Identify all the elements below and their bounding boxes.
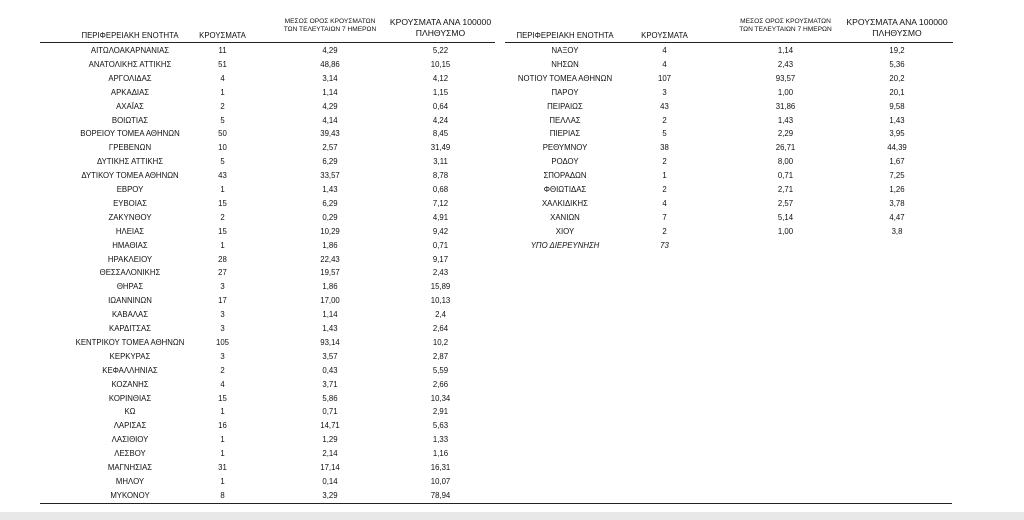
cell-per100k: 78,94 [430,490,451,500]
cell-avg: 1,43 [322,185,338,194]
cell-cases: 4 [220,379,225,389]
cell-region: ΦΘΙΩΤΙΔΑΣ [543,185,587,194]
table-row [40,266,495,280]
cell-cases: 2 [662,185,667,194]
table-row [40,141,495,155]
header-divider [505,42,953,43]
cell-region: ΡΕΘΥΜΝΟΥ [542,143,588,153]
cell-cases: 5 [220,115,225,125]
cell-cases: 43 [660,101,669,111]
cell-cases: 43 [218,171,227,181]
cell-cases: 3 [220,310,225,320]
cell-per100k: 3,11 [433,157,448,167]
cell-avg: 2,43 [777,59,794,69]
cell-region: ΧΙΟΥ [555,226,575,236]
table-row [40,127,495,141]
table-row [40,322,495,336]
cell-avg: 0,43 [322,365,338,375]
cell-cases: 7 [662,212,667,222]
table-row [505,72,953,86]
cell-cases: 8 [220,490,225,500]
table-row [40,405,495,419]
cell-per100k: 44,39 [887,143,907,153]
cell-cases: 1 [220,449,225,459]
cell-avg: 4,14 [322,115,338,125]
cell-cases: 5 [220,157,225,167]
cell-per100k: 10,2 [432,337,449,347]
cell-per100k: 10,34 [430,393,451,403]
cell-per100k: 1,67 [889,157,905,167]
cell-avg: 1,00 [777,226,794,236]
cell-per100k: 7,25 [889,171,905,181]
cell-cases: 15 [218,226,227,236]
cell-region: ΚΑΒΑΛΑΣ [111,310,149,320]
cell-avg: 3,14 [322,73,338,83]
table-row [40,433,495,447]
table-row [40,447,495,461]
cell-cases: 4 [662,59,667,69]
cell-avg: 0,71 [777,171,794,181]
header-cases: ΚΡΟΥΣΜΑΤΑ [641,31,688,40]
table-row [505,141,953,155]
table-row [40,350,495,364]
cell-avg: 5,14 [777,212,794,222]
cell-cases: 1 [220,87,225,97]
cell-per100k: 31,49 [430,143,451,153]
cell-cases: 107 [657,73,671,83]
cell-avg: 19,57 [320,268,340,278]
cell-avg: 1,43 [777,115,794,125]
cell-avg: 48,86 [320,59,340,69]
cell-region: ΗΡΑΚΛΕΙΟΥ [107,254,153,264]
table-row [40,253,495,267]
table-row [505,169,953,183]
cell-region: ΙΩΑΝΝΙΝΩΝ [108,296,152,306]
cell-cases: 28 [218,254,227,264]
table-row [40,183,495,197]
cell-cases: 3 [662,87,667,97]
table-row [505,100,953,114]
cell-avg: 93,57 [775,73,796,83]
cell-cases: 2 [220,101,225,111]
cell-cases: 3 [220,324,225,333]
cell-cases: 11 [218,46,227,55]
cell-per100k: 9,42 [432,226,449,236]
cell-avg: 1,29 [322,435,338,445]
cell-per100k: 2,43 [432,268,449,278]
cell-region: ΧΑΛΚΙΔΙΚΗΣ [541,198,588,208]
cell-region: ΖΑΚΥΝΘΟΥ [108,212,152,222]
cell-cases: 1 [220,435,225,445]
right-table [505,0,953,250]
cell-per100k: 3,95 [889,129,905,139]
cell-region: ΚΕΡΚΥΡΑΣ [109,351,151,361]
cell-region: ΚΑΡΔΙΤΣΑΣ [109,324,151,333]
page-bottom-strip [0,512,1024,520]
cell-cases: 4 [662,198,667,208]
cell-region: ΒΟΙΩΤΙΑΣ [111,115,149,125]
cell-region: ΚΕΝΤΡΙΚΟΥ ΤΟΜΕΑ ΑΘΗΝΩΝ [75,337,185,347]
cell-cases: 2 [220,212,225,222]
cell-per100k: 7,12 [432,198,449,208]
cell-cases: 1 [220,407,225,417]
cell-cases: 73 [660,240,669,250]
cell-per100k: 1,26 [889,185,905,194]
cell-region: ΗΛΕΙΑΣ [115,226,145,236]
table-row [40,197,495,211]
cell-avg: 2,57 [322,143,338,153]
cell-region: ΛΑΣΙΘΙΟΥ [111,435,149,445]
cell-region: ΑΝΑΤΟΛΙΚΗΣ ΑΤΤΙΚΗΣ [88,59,172,69]
cell-avg: 1,00 [777,87,794,97]
cell-region: ΥΠΟ ΔΙΕΡΕΥΝΗΣΗ [530,240,600,250]
cell-avg: 3,71 [322,379,338,389]
cell-cases: 38 [660,143,669,153]
cell-avg: 22,43 [320,254,340,264]
cell-per100k: 5,36 [889,59,905,69]
cell-avg: 4,29 [322,101,338,111]
table-row [40,308,495,322]
header-per100k-line2: ΠΛΗΘΥΣΜΟ [872,27,922,38]
cell-per100k: 2,64 [432,324,449,333]
investigation-row [505,239,953,253]
cell-avg: 0,29 [322,212,338,222]
cell-region: ΠΕΛΛΑΣ [549,115,581,125]
table-row [40,239,495,253]
cell-region: ΧΑΝΙΩΝ [550,212,580,222]
cell-per100k: 3,78 [889,198,905,208]
cell-region: ΝΟΤΙΟΥ ΤΟΜΕΑ ΑΘΗΝΩΝ [517,73,613,83]
header-per100k-line1: ΚΡΟΥΣΜΑΤΑ ΑΝΑ 100000 [846,17,948,27]
cell-cases: 50 [218,129,227,139]
cell-avg: 1,14 [322,310,338,320]
cell-region: ΛΑΡΙΣΑΣ [113,421,147,431]
table-row [40,419,495,433]
cell-region: ΑΡΚΑΔΙΑΣ [110,87,150,97]
cell-avg: 1,14 [777,46,794,55]
cell-avg: 14,71 [320,421,340,431]
cell-avg: 93,14 [320,337,340,347]
cell-region: ΒΟΡΕΙΟΥ ΤΟΜΕΑ ΑΘΗΝΩΝ [80,129,180,139]
cell-cases: 31 [218,463,227,472]
cell-per100k: 1,16 [432,449,449,459]
table-row [505,155,953,169]
table-row [505,114,953,128]
cell-avg: 2,57 [777,198,794,208]
cell-region: ΑΡΓΟΛΙΔΑΣ [108,73,152,83]
cell-avg: 2,14 [322,449,338,459]
table-row [505,197,953,211]
table-row [40,225,495,239]
cell-per100k: 19,2 [889,46,905,55]
cell-cases: 1 [220,476,225,486]
cell-cases: 2 [662,115,667,125]
cell-region: ΕΥΒΟΙΑΣ [113,198,147,208]
cell-region: ΜΑΓΝΗΣΙΑΣ [107,463,153,472]
cell-region: ΚΟΡΙΝΘΙΑΣ [108,393,152,403]
cell-region: ΚΩ [124,407,136,417]
table-row [505,127,953,141]
table-row [40,86,495,100]
cell-per100k: 10,07 [430,476,451,486]
table-row [40,489,495,503]
table-row [40,280,495,294]
cell-per100k: 3,8 [891,226,903,236]
cell-per100k: 5,22 [432,46,449,55]
header-per100k-line1: ΚΡΟΥΣΜΑΤΑ ΑΝΑ 100000 [389,17,492,27]
table-row [40,72,495,86]
cell-per100k: 1,33 [432,435,449,445]
table-bottom-divider [40,503,952,504]
cell-per100k: 20,1 [889,87,905,97]
header-avg-line2: ΤΩΝ ΤΕΛΕΥΤΑΙΩΝ 7 ΗΜΕΡΩΝ [283,26,377,34]
cell-per100k: 4,12 [432,73,449,83]
table-row [40,44,495,58]
cell-per100k: 9,58 [889,101,905,111]
header-per100k [388,17,493,38]
cell-avg: 2,29 [777,129,794,139]
cell-region: ΝΑΞΟΥ [551,46,579,55]
header-divider [40,42,495,43]
cell-per100k: 8,78 [432,171,449,181]
cell-region: ΑΧΑΪΑΣ [116,101,144,111]
cell-avg: 1,86 [322,240,338,250]
table-row [505,58,953,72]
cell-cases: 2 [662,157,667,167]
cell-per100k: 10,13 [430,296,451,306]
cell-per100k: 2,87 [432,351,449,361]
left-table [40,0,495,505]
table-row [40,461,495,475]
table-row [40,378,495,392]
cell-region: ΔΥΤΙΚΟΥ ΤΟΜΕΑ ΑΘΗΝΩΝ [81,171,179,181]
cell-region: ΝΗΣΩΝ [551,59,579,69]
cell-avg: 2,71 [777,185,794,194]
cell-avg: 3,29 [322,490,338,500]
header-per100k [843,17,951,38]
cell-per100k: 4,91 [432,212,449,222]
table-row [40,114,495,128]
header-avg-line1: ΜΕΣΟΣ ΟΡΟΣ ΚΡΟΥΣΜΑΤΩΝ [284,18,376,25]
table-row [505,225,953,239]
cell-per100k: 16,31 [430,463,451,472]
cell-region: ΠΙΕΡΙΑΣ [549,129,581,139]
cell-cases: 1 [220,240,225,250]
cell-region: ΘΕΣΣΑΛΟΝΙΚΗΣ [99,268,161,278]
cell-region: ΑΙΤΩΛΟΑΚΑΡΝΑΝΙΑΣ [90,46,170,55]
cell-per100k: 0,71 [432,240,449,250]
header-avg [275,18,385,34]
table-row [40,169,495,183]
cell-per100k: 5,59 [432,365,449,375]
header-cases: ΚΡΟΥΣΜΑΤΑ [199,31,246,40]
cell-cases: 15 [218,198,227,208]
cell-avg: 8,00 [777,157,794,167]
cell-cases: 1 [220,185,225,194]
cell-region: ΡΟΔΟΥ [551,157,579,167]
cell-cases: 3 [220,282,225,292]
table-row [40,58,495,72]
cell-per100k: 2,91 [432,407,449,417]
right-table-header [505,0,953,42]
cell-avg: 6,29 [322,198,338,208]
cell-region: ΗΜΑΘΙΑΣ [112,240,148,250]
cell-avg: 4,29 [322,46,338,55]
cell-avg: 0,14 [322,476,338,486]
cell-per100k: 1,15 [432,87,449,97]
cell-cases: 16 [218,421,227,431]
cell-cases: 3 [220,351,225,361]
cell-per100k: 4,47 [889,212,905,222]
cell-region: ΛΕΣΒΟΥ [114,449,146,459]
cell-per100k: 8,45 [432,129,449,139]
cell-avg: 31,86 [775,101,796,111]
cell-cases: 17 [218,296,227,306]
cell-per100k: 4,24 [432,115,449,125]
cell-cases: 4 [662,46,667,55]
table-row [40,294,495,308]
header-avg-line1: ΜΕΣΟΣ ΟΡΟΣ ΚΡΟΥΣΜΑΤΩΝ [740,18,831,25]
cell-cases: 51 [218,59,227,69]
cell-avg: 0,71 [322,407,338,417]
table-row [40,392,495,406]
table-row [505,183,953,197]
cell-region: ΠΑΡΟΥ [551,87,579,97]
cell-region: ΚΕΦΑΛΛΗΝΙΑΣ [102,365,158,375]
cell-avg: 17,14 [320,463,340,472]
cell-region: ΓΡΕΒΕΝΩΝ [108,143,152,153]
cell-per100k: 9,17 [432,254,449,264]
cell-cases: 1 [662,171,667,181]
cell-avg: 5,86 [322,393,338,403]
table-row [40,211,495,225]
cell-avg: 26,71 [775,143,796,153]
cell-per100k: 0,68 [432,185,449,194]
cell-avg: 33,57 [320,171,340,181]
cell-avg: 3,57 [322,351,338,361]
header-region: ΠΕΡΙΦΕΡΕΙΑΚΗ ΕΝΟΤΗΤΑ [81,31,179,40]
header-region: ΠΕΡΙΦΕΡΕΙΑΚΗ ΕΝΟΤΗΤΑ [516,31,614,40]
cell-avg: 10,29 [320,226,340,236]
table-row [40,336,495,350]
table-row [40,475,495,489]
cell-per100k: 20,2 [889,73,905,83]
cell-per100k: 10,15 [430,59,451,69]
table-row [505,86,953,100]
cell-per100k: 0,64 [432,101,449,111]
cell-per100k: 1,43 [889,115,905,125]
header-per100k-line2: ΠΛΗΘΥΣΜΟ [415,27,466,38]
cell-per100k: 15,89 [430,282,451,292]
cell-cases: 5 [662,129,667,139]
cell-avg: 1,43 [322,324,338,333]
cell-cases: 27 [218,268,227,278]
cell-region: ΜΥΚΟΝΟΥ [110,490,150,500]
cell-region: ΕΒΡΟΥ [116,185,144,194]
cell-cases: 2 [662,226,667,236]
cell-avg: 1,86 [322,282,338,292]
table-row [505,44,953,58]
cell-avg: 17,00 [320,296,340,306]
left-table-header [40,0,495,42]
cell-region: ΣΠΟΡΑΔΩΝ [543,171,587,181]
cell-per100k: 2,66 [432,379,449,389]
cell-avg: 39,43 [320,129,340,139]
table-row [40,155,495,169]
cell-region: ΠΕΙΡΑΙΩΣ [547,101,583,111]
header-avg [733,18,838,34]
cell-region: ΜΗΛΟΥ [115,476,145,486]
cell-cases: 10 [218,143,227,153]
cell-avg: 6,29 [322,157,338,167]
table-row [40,364,495,378]
cell-region: ΘΗΡΑΣ [116,282,144,292]
cell-per100k: 5,63 [432,421,449,431]
cell-per100k: 2,4 [435,310,446,320]
table-row [505,211,953,225]
cell-cases: 105 [215,337,229,347]
cell-cases: 15 [218,393,227,403]
header-avg-line2: ΤΩΝ ΤΕΛΕΥΤΑΙΩΝ 7 ΗΜΕΡΩΝ [739,26,832,34]
table-row [40,100,495,114]
cell-cases: 2 [220,365,225,375]
cell-avg: 1,14 [322,87,338,97]
cell-cases: 4 [220,73,225,83]
cell-region: ΔΥΤΙΚΗΣ ΑΤΤΙΚΗΣ [96,157,164,167]
cell-region: ΚΟΖΑΝΗΣ [111,379,149,389]
